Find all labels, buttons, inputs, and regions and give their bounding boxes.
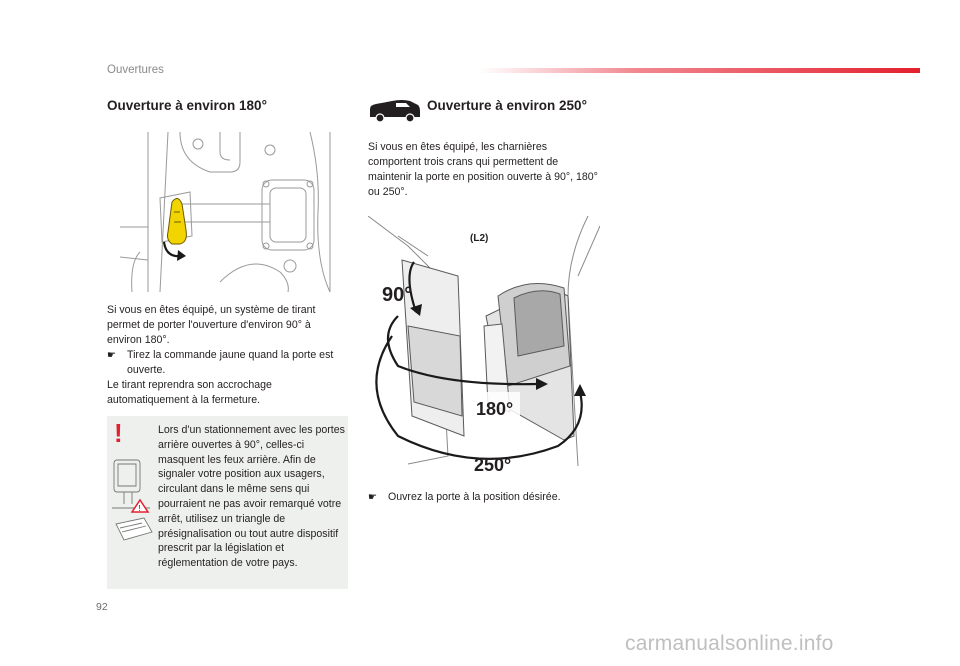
exclamation-icon: ! <box>114 418 123 448</box>
left-bullet-item <box>107 348 347 378</box>
warning-text: Lors d'un stationnement avec les portes arrière ouvertes à 90°, celles-ci masquent les feux arrière. Afin de signaler votre position aux usagers, circulant dans le même sens qui pourraient ne pas avoir remarqué votre arrêt, utilisez un triangle de présignalisation ou tout autre dispositif prescrit par la législation et réglementation de votre pays. <box>158 424 345 570</box>
door-strap-illustration <box>120 132 340 294</box>
right-section-title: Ouverture à environ 250° <box>427 98 587 113</box>
angle-180-label: 180° <box>476 399 514 419</box>
bullet-hand-icon: ☛ <box>107 350 116 361</box>
header-accent-bar <box>480 68 920 73</box>
left-paragraph-2: Le tirant reprendra son accrochage automatiquement à la fermeture. <box>107 379 272 406</box>
right-paragraph-1: Si vous en êtes équipé, les charnières comportent trois crans qui permettent de maintenir la porte en position ouverte à 90°, 180° ou 250°. <box>368 141 598 198</box>
left-body-text <box>107 303 347 408</box>
section-label: Ouvertures <box>107 64 164 76</box>
model-label: (L2) <box>470 233 489 244</box>
right-bullet-item <box>368 490 608 505</box>
left-paragraph-1: Si vous en êtes équipé, un système de tirant permet de porter l'ouverture d'environ 90° à environ 180°. <box>107 304 316 346</box>
left-bullet-text: Tirez la commande jaune quand la porte est ouverte. <box>127 349 334 376</box>
van-icon <box>366 97 422 123</box>
watermark: carmanualsonline.info <box>625 632 834 655</box>
bullet-hand-icon: ☛ <box>368 492 377 503</box>
angle-90-label: 90° <box>382 284 413 306</box>
door-opening-angles-illustration <box>368 216 600 478</box>
page-number: 92 <box>96 601 108 613</box>
left-section-title: Ouverture à environ 180° <box>107 98 267 113</box>
angle-250-label: 250° <box>474 455 512 475</box>
svg-text:!: ! <box>138 504 141 513</box>
right-bullet-text: Ouvrez la porte à la position désirée. <box>388 491 561 503</box>
warning-triangle-illustration <box>110 456 156 548</box>
